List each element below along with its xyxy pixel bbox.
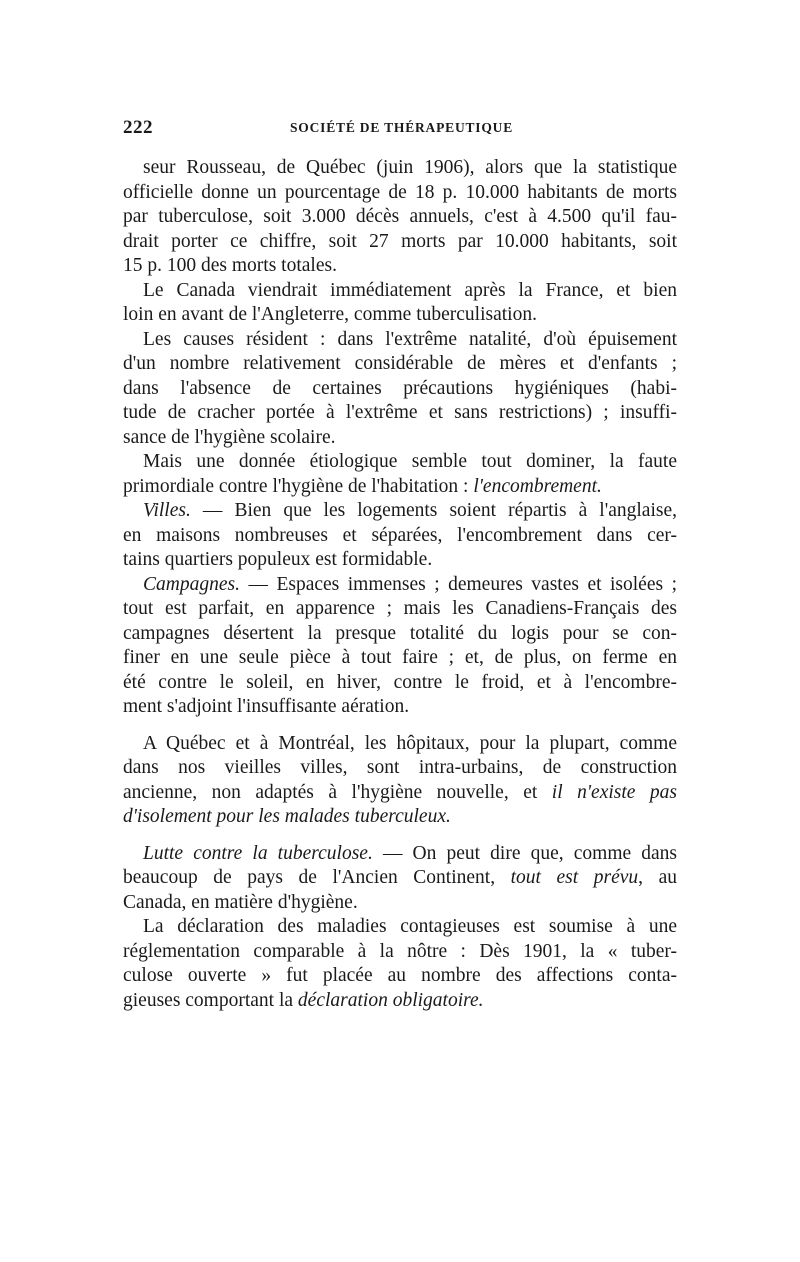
text-run: officielle donne un pourcentage de 18 p. 10.000 habitants de morts bbox=[123, 181, 677, 203]
italic-run: Campagnes. bbox=[143, 573, 240, 595]
text-run: tains quartiers populeux est formidable. bbox=[123, 549, 433, 570]
text-run: , au bbox=[638, 867, 677, 888]
text-run: — Bien que les logements soient répartis à l'anglaise, bbox=[190, 500, 677, 521]
italic-run: déclaration obligatoire. bbox=[297, 989, 484, 1011]
text-run: d'un nombre relativement considérable de mères et d'enfants ; bbox=[123, 353, 677, 374]
text-run: Mais une donnée étiologique semble tout dominer, la faute bbox=[143, 451, 677, 472]
text-line bbox=[123, 597, 677, 622]
text-line bbox=[123, 328, 677, 353]
text-line bbox=[123, 499, 677, 524]
text-line bbox=[123, 842, 677, 867]
text-run: dans nos vieilles villes, sont intra-urbains, de construction bbox=[123, 757, 677, 778]
paragraph bbox=[123, 732, 677, 830]
paragraph bbox=[123, 573, 677, 720]
text-run: par tuberculose, soit 3.000 décès annuels, c'est à 4.500 qu'il fau- bbox=[123, 206, 677, 227]
paragraph bbox=[123, 499, 677, 573]
text-run: loin en avant de l'Angleterre, comme tuberculisation. bbox=[123, 304, 537, 325]
paragraph bbox=[123, 156, 677, 279]
text-line bbox=[123, 781, 677, 806]
text-line bbox=[123, 756, 677, 781]
text-run: sance de l'hygiène scolaire. bbox=[123, 426, 336, 448]
text-line bbox=[123, 230, 677, 255]
text-run: culose ouverte » fut placée au nombre des affections conta- bbox=[123, 965, 677, 986]
text-line bbox=[123, 989, 677, 1014]
text-line bbox=[123, 891, 677, 916]
italic-run: d'isolement pour les malades tuberculeux. bbox=[123, 806, 451, 827]
italic-run: Villes. bbox=[143, 500, 191, 521]
italic-run: Lutte contre la tuberculose. bbox=[143, 842, 373, 864]
text-run: — Espaces immenses ; demeures vastes et isolées ; bbox=[239, 573, 677, 595]
text-line bbox=[123, 254, 677, 279]
text-line bbox=[123, 548, 677, 573]
text-run: Les causes résident : dans l'extrême natalité, d'où épuisement bbox=[143, 328, 677, 350]
text-run: gieuses comportant la bbox=[123, 989, 298, 1011]
paragraph bbox=[123, 328, 677, 451]
text-run: tout est parfait, en apparence ; mais les Canadiens-Français des bbox=[123, 598, 677, 619]
page-number: 222 bbox=[123, 117, 153, 138]
text-run: 15 p. 100 des morts totales. bbox=[123, 255, 337, 276]
text-line bbox=[123, 377, 677, 402]
text-line bbox=[123, 573, 677, 598]
paragraph bbox=[123, 915, 677, 1013]
text-line bbox=[123, 352, 677, 377]
text-line bbox=[123, 524, 677, 549]
text-line bbox=[123, 450, 677, 475]
text-line bbox=[123, 622, 677, 647]
italic-run: tout est prévu bbox=[510, 867, 639, 888]
text-run: campagnes désertent la presque totalité du logis pour se con- bbox=[123, 622, 677, 644]
text-line bbox=[123, 475, 677, 500]
paragraph bbox=[123, 842, 677, 916]
running-head: SOCIÉTÉ DE THÉRAPEUTIQUE bbox=[290, 120, 514, 135]
text-line bbox=[123, 303, 677, 328]
text-run: Canada, en matière d'hygiène. bbox=[123, 891, 358, 913]
text-line bbox=[123, 940, 677, 965]
text-run: drait porter ce chiffre, soit 27 morts par 10.000 habitants, soit bbox=[123, 230, 677, 252]
text-run: primordiale contre l'hygiène de l'habitation : bbox=[123, 475, 474, 497]
page-header bbox=[123, 117, 679, 141]
text-run: réglementation comparable à la nôtre : Dès 1901, la « tuber- bbox=[123, 940, 677, 962]
text-line bbox=[123, 426, 677, 451]
text-run: beaucoup de pays de l'Ancien Continent, bbox=[123, 867, 511, 888]
text-run: ancienne, non adaptés à l'hygiène nouvelle, et bbox=[123, 781, 552, 803]
text-run: La déclaration des maladies contagieuses est soumise à une bbox=[143, 916, 677, 937]
text-line bbox=[123, 695, 677, 720]
text-line bbox=[123, 671, 677, 696]
text-run: été contre le soleil, en hiver, contre le froid, et à l'encombre- bbox=[123, 671, 677, 693]
text-run: — On peut dire que, comme dans bbox=[372, 842, 678, 864]
text-run: dans l'absence de certaines précautions hygiéniques (habi- bbox=[123, 377, 677, 399]
text-line bbox=[123, 964, 677, 989]
body-text bbox=[123, 156, 677, 1013]
text-run: Le Canada viendrait immédiatement après la France, et bien bbox=[143, 279, 677, 301]
text-line bbox=[123, 915, 677, 940]
text-run: tude de cracher portée à l'extrême et sans restrictions) ; insuffi- bbox=[123, 402, 677, 423]
italic-run: il n'existe pas bbox=[551, 781, 678, 803]
paragraph bbox=[123, 450, 677, 499]
text-line bbox=[123, 279, 677, 304]
text-line bbox=[123, 181, 677, 206]
text-run: seur Rousseau, de Québec (juin 1906), alors que la statistique bbox=[143, 157, 677, 178]
text-line bbox=[123, 866, 677, 891]
text-line bbox=[123, 205, 677, 230]
text-line bbox=[123, 805, 677, 830]
text-line bbox=[123, 646, 677, 671]
paragraph bbox=[123, 279, 677, 328]
text-run: en maisons nombreuses et séparées, l'encombrement dans cer- bbox=[123, 524, 677, 546]
text-line bbox=[123, 732, 677, 757]
text-run: finer en une seule pièce à tout faire ; et, de plus, on ferme en bbox=[123, 647, 677, 668]
text-line bbox=[123, 401, 677, 426]
text-line bbox=[123, 156, 677, 181]
text-run: ment s'adjoint l'insuffisante aération. bbox=[123, 696, 410, 717]
italic-run: l'encombrement. bbox=[473, 475, 602, 497]
text-run: A Québec et à Montréal, les hôpitaux, pour la plupart, comme bbox=[143, 732, 677, 754]
